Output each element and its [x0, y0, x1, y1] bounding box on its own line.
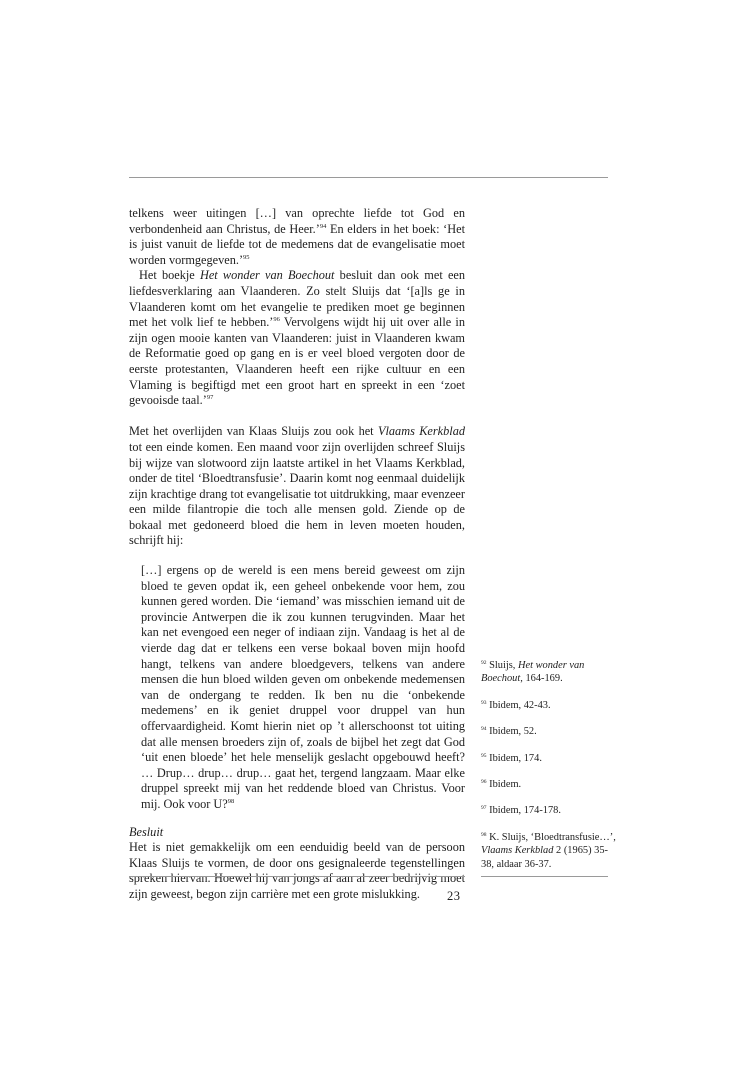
footnote-98 — [481, 831, 616, 871]
footnote-number: 95 — [481, 752, 487, 759]
footnote-95 — [481, 752, 616, 765]
periodical-title: Vlaams Kerkblad — [377, 424, 465, 439]
footnote-93 — [481, 699, 616, 712]
text-run: telkens weer uitingen […] van oprechte liefde tot God en verbondenheid aan Christus, de Heer.’ — [129, 206, 465, 236]
footnote-96 — [481, 778, 616, 791]
footnote-ref-98: 98 — [227, 797, 235, 805]
text-run: Met het overlijden van Klaas Sluijs zou ook het — [129, 424, 378, 439]
footnote-number: 93 — [481, 699, 487, 706]
footnote-ref-96: 96 — [273, 316, 280, 324]
main-text-column — [129, 206, 465, 903]
footnote-number: 92 — [481, 660, 487, 666]
footnote-ref-95: 95 — [243, 253, 250, 261]
footnote-ref-94: 94 — [319, 222, 327, 230]
footnote-number: 94 — [481, 726, 487, 733]
text-run: Sluijs, — [489, 660, 518, 671]
section-heading: Besluit — [129, 824, 164, 839]
text-run: 2 (1965) 35-38, aldaar 36-37. — [481, 845, 608, 870]
text-run: besluit dan ook met een liefdesverklaring aan Vlaanderen. Zo stelt Sluijs dat ‘[a]ls ge in Vlaanderen komt om het evangelie te prediken moet ge beginnen met het volk lief te hebben.’ — [129, 268, 466, 330]
footnote-gap — [481, 791, 616, 804]
footnote-text: Ibidem, 174-178. — [489, 805, 561, 817]
footnote-92 — [481, 659, 616, 686]
text-run: K. Sluijs, ‘Bloedtransfusie…’, — [489, 831, 616, 843]
text-run: En elders in het boek: ‘Het is juist vanuit de liefde tot de medemens dat de evangelisatie moet worden vormgegeven.’ — [129, 221, 465, 267]
top-rule — [129, 177, 608, 178]
footnotes-column — [481, 659, 616, 871]
block-quote — [141, 563, 465, 813]
footnote-94 — [481, 725, 616, 738]
paragraph-2 — [129, 268, 465, 408]
footnote-gap — [481, 686, 616, 699]
footnote-97 — [481, 804, 616, 817]
book-title: Het wonder van Boechout — [481, 660, 585, 685]
paragraph-4: Het is niet gemakkelijk om een eenduidig beeld van de persoon Klaas Sluijs te vormen, de door ons gesignaleerde tegenstellingen spreken hiervan. Hoewel hij van jongs af aan al zeer bedrijvig moet zijn geweest, begon zijn carrière met een grote mislukking. — [129, 840, 465, 901]
footnote-number: 96 — [481, 779, 487, 786]
footnote-text: Ibidem, 42-43. — [489, 699, 551, 711]
footnote-ref-97: 97 — [206, 394, 214, 402]
footnote-number: 98 — [481, 831, 487, 838]
paragraph-3 — [129, 424, 465, 549]
page-number: 23 — [447, 889, 461, 903]
text-run: Vervolgens wijdt hij uit over alle in zijn ogen mooie kanten van Vlaanderen: juist in Vlaanderen kwam de Reformatie goed op gang en is er veel bloed vergoten door de eerste protestanten, Vlaanderen heeft een rijke cultuur en een Vlaming is begiftigd met een groot hart en spreekt in een ‘zoet gevooisde taal.’ — [129, 315, 465, 408]
footnote-gap — [481, 765, 616, 778]
footnote-number: 97 — [481, 805, 487, 812]
paragraph-1 — [129, 206, 465, 268]
footnote-gap — [481, 712, 616, 725]
paragraph-gap — [129, 409, 465, 425]
text-run: Het boekje — [139, 268, 200, 283]
text-run: tot een einde komen. Een maand voor zijn overlijden schreef Sluijs bij wijze van slotwoord zijn laatste artikel in het Vlaams Kerkblad, onder de titel ‘Bloedtransfusie’. Daarin komt nog eenmaal duidelijk zijn krachtige drang tot evangelisatie tot uitdrukking, maar evenzeer een milde filantropie die toch alle mensen gold. Ziende op de bokaal met gedoneerd bloed die hem in leven moeten houden, schrijft hij: — [129, 439, 465, 548]
footnote-text: Ibidem, 174. — [489, 752, 542, 764]
book-title: Het wonder van Boechout — [199, 268, 335, 283]
text-run: , 164-169. — [520, 673, 563, 685]
periodical-title: Vlaams Kerkblad — [481, 845, 554, 857]
footnote-gap — [481, 739, 616, 752]
notes-bottom-rule — [481, 876, 608, 877]
footnote-gap — [481, 818, 616, 831]
main-bottom-rule — [129, 876, 465, 877]
footnote-text: Ibidem. — [489, 779, 522, 791]
footnote-text: Ibidem, 52. — [489, 726, 537, 738]
quote-text: […] ergens op de wereld is een mens bereid geweest om zijn bloed te geven opdat ik, een geheel onbekende voor hem, zou kunnen gered worden. Die ‘iemand’ was misschien iemand uit de provincie Antwerpen die ik zou kunnen terugvinden. Maar het kan net evengoed een neger of indiaan zijn. Vandaag is het al de vierde dag dat er telkens een verse bokaal boven mijn hoofd hangt, telkens van andere bloedgevers, telkens van andere mensen die hun bloed wilden geven om onbekende medemensen van de ondergang te redden. Ik ben nu die ‘onbekende medemens’ en ik geniet druppel voor druppel van hun offervaardigheid. Komt hierin niet op ’t allerschoonst tot uiting dat alle mensen broeders zijn of, zoals de bijbel het zegt dat God ‘uit enen bloede’ het hele menselijk geslacht opgebouwd heeft? … Drup… drup… drup… gaat het, tergend langzaam. Maar elke druppel spreekt mij van het reddende bloed van Christus. Voor mij. Ook voor U? — [141, 563, 465, 811]
